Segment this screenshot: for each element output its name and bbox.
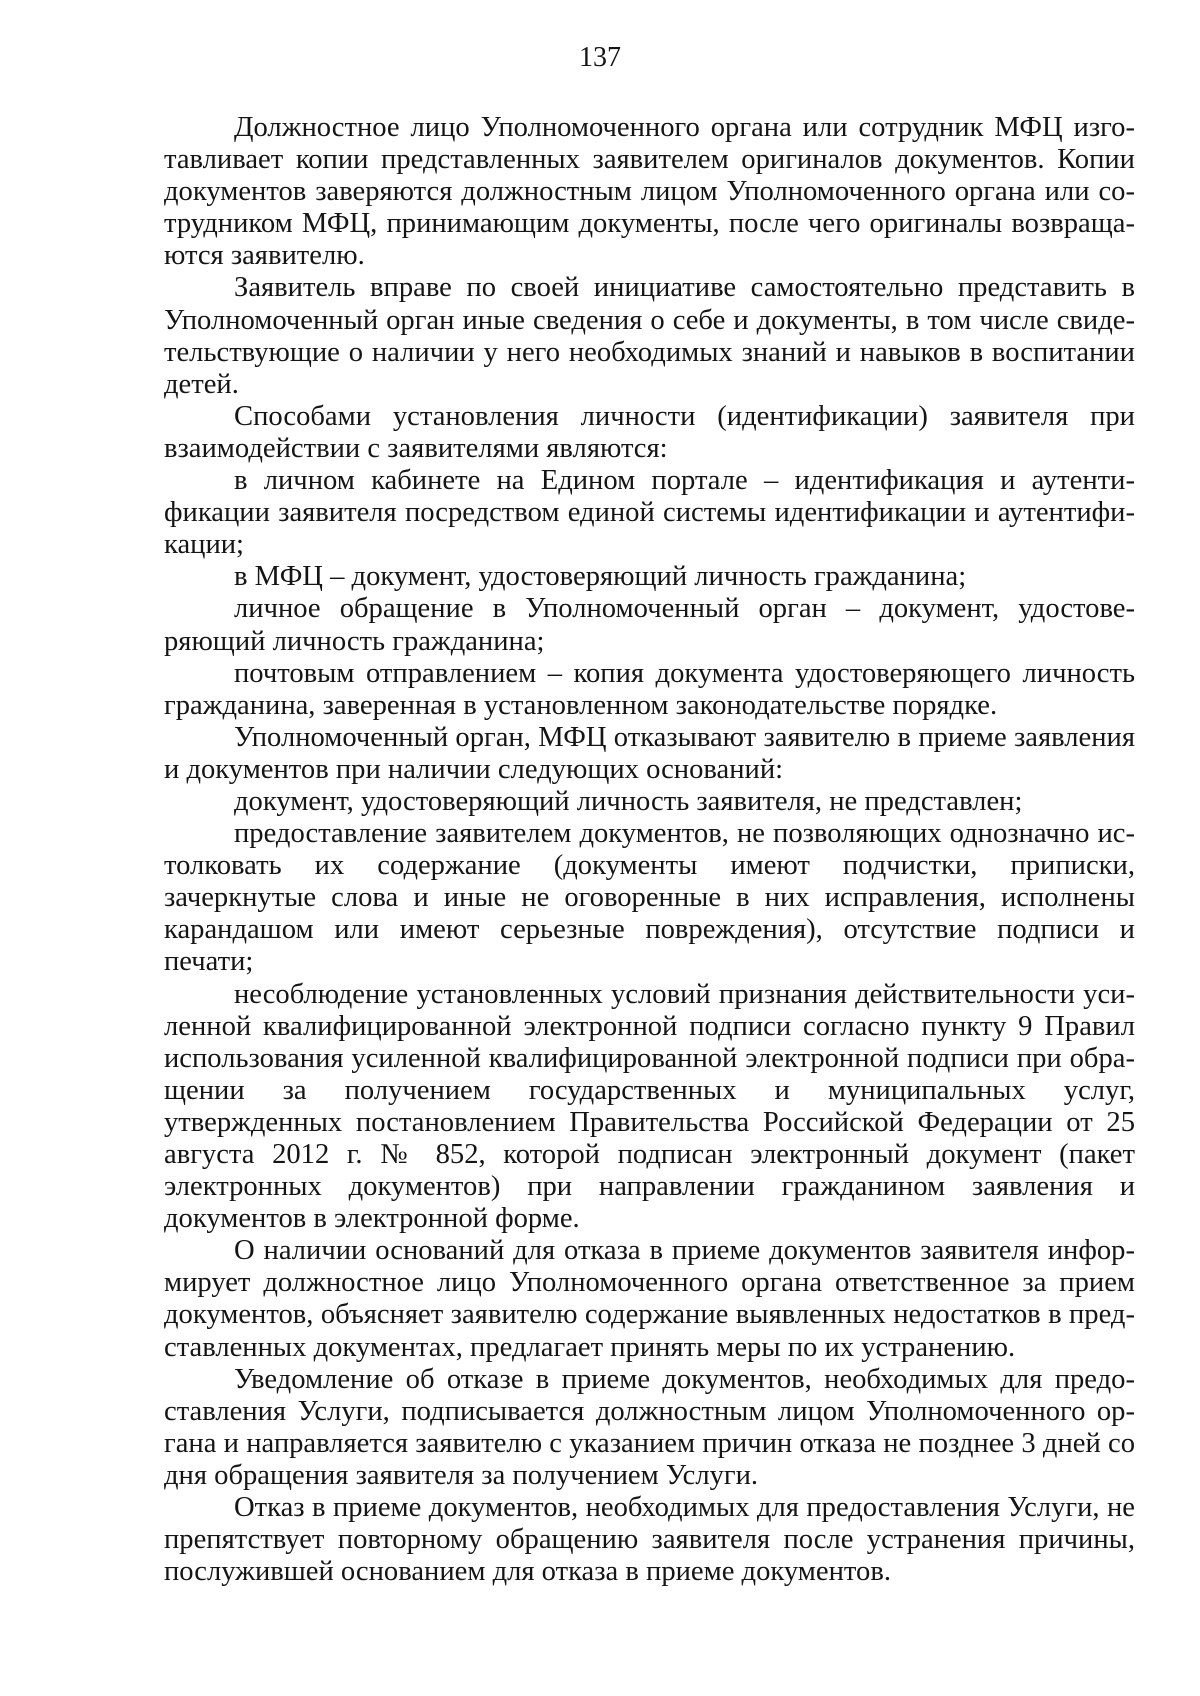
paragraph-refusal-grounds: Уполномоченный орган, МФЦ отказывают заявителю в приеме заявления и документов при наличии следующих оснований: (164, 721, 1135, 785)
paragraph-identification-mfc: в МФЦ – документ, удостоверяющий личность гражданина; (234, 561, 967, 593)
paragraph-refusal-no-id: документ, удостоверяющий личность заявителя, не представлен; (234, 785, 1023, 817)
paragraph-refusal-notice: Уведомление об отказе в приеме документов, необходимых для предоставления Услуги, подписывается должностным лицом Уполномоченного органа и направляется заявителю с указанием причин отказа не позднее 3 дней со дня обращения заявителя за получением Услуги. (164, 1363, 1135, 1491)
paragraph-refusal-signature: несоблюдение установленных условий признания действительности усиленной квалифицированной электронной подписи согласно пункту 9 Правил использования усиленной квалифицированной электронной подписи при обращении за получением государственных и муниципальных услуг, утвержденных постановлением Правительства Российской Федерации от 25 августа 2012 г. № 852, которой подписан электронный документ (пакет электронных документов) при направлении гражданином заявления и документов в электронной форме. (164, 978, 1135, 1235)
paragraph-additional-information: Заявитель вправе по своей инициативе самостоятельно представить в Уполномоченный орган иные сведения о себе и документы, в том числе свидетельствующие о наличии у него необходимых знаний и навыков в воспитании детей. (164, 272, 1135, 400)
paragraph-identification-mail: почтовым отправлением – копия документа удостоверяющего личность гражданина, заверенная в установленном законодательстве порядке. (164, 657, 1135, 721)
paragraph-repeat-application: Отказ в приеме документов, необходимых для предоставления Услуги, не препятствует повторному обращению заявителя после устранения причины, послужившей основанием для отказа в приеме документов. (164, 1492, 1135, 1588)
paragraph-copies-of-documents: Должностное лицо Уполномоченного органа или сотрудник МФЦ изготавливает копии представленных заявителем оригиналов документов. Копии документов заверяются должностным лицом Уполномоченного органа или сотрудником МФЦ, принимающим документы, после чего оригиналы возвращаются заявителю. (164, 112, 1135, 272)
page-number: 137 (579, 42, 621, 73)
paragraph-identification-methods: Способами установления личности (идентификации) заявителя при взаимодействии с заявителями являются: (164, 400, 1135, 464)
paragraph-refusal-notification-by-official: О наличии оснований для отказа в приеме документов заявителя информирует должностное лицо Уполномоченного органа ответственное за прием документов, объясняет заявителю содержание выявленных недостатков в представленных документах, предлагает принять меры по их устранению. (164, 1235, 1135, 1363)
paragraph-identification-portal: в личном кабинете на Едином портале – идентификация и аутентификации заявителя посредством единой системы идентификации и аутентификации; (164, 465, 1135, 561)
paragraph-refusal-defective-documents: предоставление заявителем документов, не позволяющих однозначно истолковать их содержание (документы имеют подчистки, приписки, зачеркнутые слова и иные не оговоренные в них исправления, исполнены карандашом или имеют серьезные повреждения), отсутствие подписи и печати; (164, 818, 1135, 978)
paragraph-identification-personal-visit: личное обращение в Уполномоченный орган – документ, удостоверяющий личность гражданина; (164, 593, 1135, 657)
document-body (164, 112, 1135, 1588)
